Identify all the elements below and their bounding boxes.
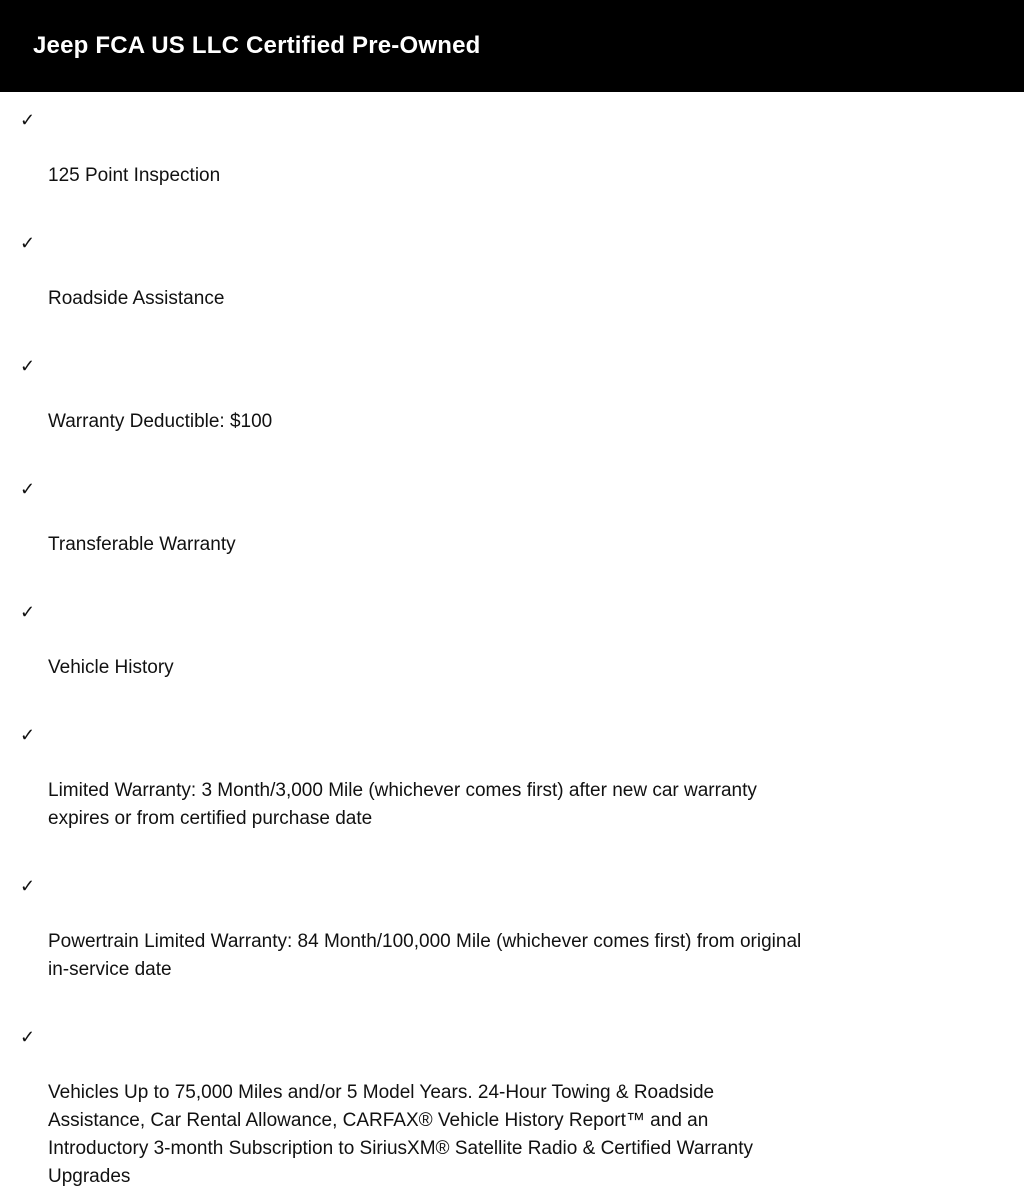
check-icon: ✓ (20, 233, 36, 253)
check-icon: ✓ (20, 725, 36, 745)
checklist-item (0, 872, 1014, 984)
checklist-item (0, 1023, 1014, 1191)
checklist-item (0, 229, 1014, 313)
checklist-item-text: Warranty Deductible: $100 (48, 411, 273, 432)
check-icon: ✓ (20, 479, 36, 499)
checklist-item-text: Vehicle History (48, 657, 174, 678)
page-title: Jeep FCA US LLC Certified Pre-Owned (33, 32, 481, 59)
checklist-item (0, 352, 1014, 436)
checklist-item-text: Vehicles Up to 75,000 Miles and/or 5 Model Years. 24-Hour Towing & Roadside Assistance, Car Rental Allowance, CARFAX® Vehicle History Report™ and an Introductory 3-month Subscription to SiriusXM® Satellite Radio & Certified Warranty Upgrades (48, 1082, 753, 1187)
checklist-item-text: Limited Warranty: 3 Month/3,000 Mile (whichever comes first) after new car warranty expires or from certified purchase date (48, 780, 757, 829)
benefits-checklist (0, 92, 1024, 1191)
check-icon: ✓ (20, 110, 36, 130)
checklist-item-text: Transferable Warranty (48, 534, 236, 555)
check-icon: ✓ (20, 1027, 36, 1047)
checklist-item (0, 721, 1014, 833)
checklist-item (0, 475, 1014, 559)
page-header (0, 0, 1024, 92)
checklist-item-text: 125 Point Inspection (48, 165, 221, 186)
checklist-item (0, 598, 1014, 682)
checklist-item (0, 106, 1014, 190)
checklist-item-text: Roadside Assistance (48, 288, 225, 309)
checklist-item-text: Powertrain Limited Warranty: 84 Month/100,000 Mile (whichever comes first) from original in-service date (48, 931, 802, 980)
check-icon: ✓ (20, 876, 36, 896)
check-icon: ✓ (20, 602, 36, 622)
check-icon: ✓ (20, 356, 36, 376)
